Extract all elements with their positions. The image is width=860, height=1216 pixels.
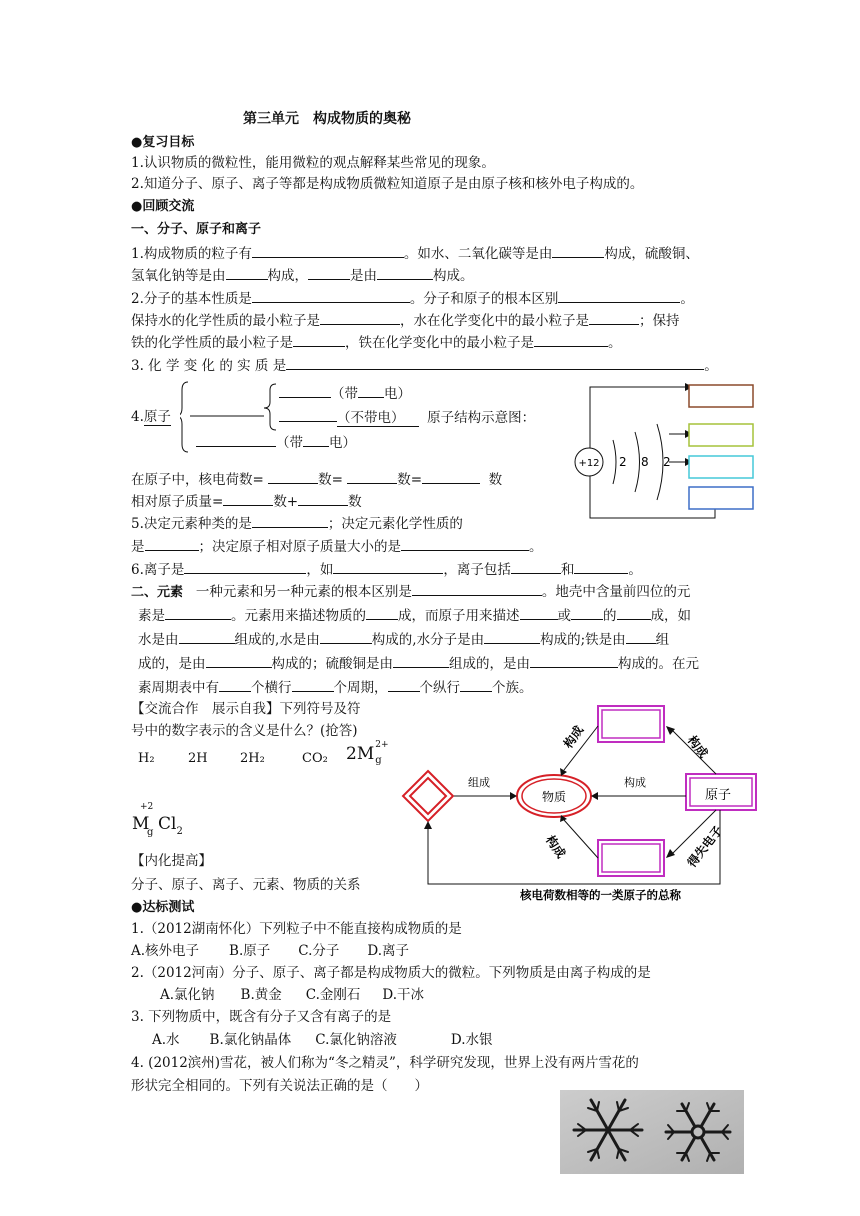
- blank[interactable]: [511, 560, 561, 574]
- test-q2-options: A.氯化钠 B.黄金 C.金刚石 D.干冰: [160, 987, 425, 1003]
- test-q3: 3. 下列物质中，既含有分子又含有离子的是: [131, 1009, 392, 1025]
- nucleus-connector: [590, 387, 685, 448]
- goal-1: 1.认识物质的微粒性，能用微粒的观点解释某些常见的现象。: [131, 155, 495, 171]
- blank[interactable]: [223, 492, 273, 506]
- q2-line-2: 保持水的化学性质的最小粒子是 ，水在化学变化中的最小粒子是 ；保持: [131, 313, 680, 329]
- answer-box-neutron[interactable]: [689, 456, 753, 478]
- arrow-head: [666, 726, 675, 735]
- shell-electrons-2: 8: [641, 455, 649, 469]
- test-q4-line-1: 4. (2012滨州)雪花，被人们称为“冬之精灵”，科学研究发现，世界上没有两片雪花的: [131, 1055, 639, 1071]
- arrow-ion: [564, 820, 598, 858]
- molecule-box[interactable]: [598, 706, 664, 742]
- blank[interactable]: [303, 433, 329, 447]
- blank[interactable]: [292, 678, 334, 692]
- blank[interactable]: [219, 678, 251, 692]
- blank[interactable]: [252, 244, 404, 258]
- arrow-footer: [428, 810, 720, 884]
- shell-electrons-1: 2: [619, 455, 627, 469]
- ion-box[interactable]: [598, 840, 664, 876]
- footer-label: 核电荷数相等的一类原子的总称: [520, 888, 681, 902]
- section-2-line-2: 素是 。元素用来描述物质的 成，而原子用来描述 或 的 成，如: [138, 608, 691, 624]
- blank[interactable]: [206, 654, 272, 668]
- arrow-head: [424, 821, 432, 829]
- label-construct-atom: 构成: [624, 776, 646, 789]
- blank[interactable]: [279, 408, 337, 422]
- goals-heading: ●复习目标: [131, 135, 195, 150]
- answer-box-electron[interactable]: [689, 487, 753, 509]
- symbol-2h2: 2H₂: [240, 751, 265, 766]
- q4-charge-line: 在原子中，核电荷数= 数= 数= 数: [131, 472, 503, 488]
- section-2-line-1: 二、元素 一种元素和另一种元素的根本区别是 。地壳中含量前四位的元: [131, 584, 691, 600]
- blank[interactable]: [422, 470, 480, 484]
- blank[interactable]: [165, 606, 231, 620]
- arrow-head: [510, 792, 517, 800]
- q4-mass-line: 相对原子质量= 数+ 数: [131, 494, 362, 510]
- section-2-line-5: 素周期表中有 个横行 个周期， 个纵行 个族。: [138, 680, 533, 696]
- blank[interactable]: [184, 560, 306, 574]
- label-construct-molecule: 构成: [560, 723, 587, 751]
- q4-electron: （带 电）: [196, 433, 356, 452]
- section-2-line-4: 成的，是由 构成的；硫酸铜是由 组成的，是由 构成的。在元: [138, 656, 699, 672]
- blank[interactable]: [530, 654, 618, 668]
- blank[interactable]: [347, 470, 397, 484]
- blank[interactable]: [333, 560, 443, 574]
- blank[interactable]: [617, 606, 651, 620]
- symbol-co2: CO₂: [302, 751, 328, 766]
- substance-label: 物质: [541, 790, 567, 804]
- section-1-heading: 一、分子、原子和离子: [131, 222, 262, 237]
- arrow-head: [591, 792, 598, 800]
- blank[interactable]: [377, 266, 433, 280]
- internal-heading: 【内化提高】: [131, 853, 212, 869]
- goal-2: 2.知道分子、原子、离子等都是构成物质微粒知道原子是由原子核和核外电子构成的。: [131, 176, 644, 192]
- shell-arc: [613, 440, 616, 484]
- blank[interactable]: [320, 630, 372, 644]
- review-heading: ●回顾交流: [131, 199, 195, 214]
- blank[interactable]: [320, 311, 400, 325]
- test-q2: 2.（2012河南）分子、原子、离子都是构成物质大的微粒。下列物质是由离子构成的是: [131, 965, 651, 981]
- q2-line-3: 铁的化学性质的最小粒子是 ，铁在化学变化中的最小粒子是 。: [131, 335, 622, 351]
- blank[interactable]: [252, 514, 328, 528]
- atom-label: 原子: [704, 788, 732, 803]
- exchange-line-2: 号中的数字表示的含义是什么？(抢答): [131, 723, 358, 739]
- test-q3-options: A.水 B.氯化钠晶体 C.氯化钠溶液 D.水银: [152, 1032, 493, 1048]
- blank[interactable]: [226, 266, 268, 280]
- blank[interactable]: [558, 289, 680, 303]
- blank[interactable]: [574, 560, 628, 574]
- symbol-h2: H₂: [138, 751, 155, 766]
- blank[interactable]: [460, 678, 492, 692]
- blank[interactable]: [279, 384, 331, 398]
- q6-line: 6.离子是 ，如 ，离子包括 和 。: [131, 562, 642, 578]
- atom-structure-diagram: [565, 376, 765, 526]
- test-q1-options: A.核外电子 B.原子 C.分子 D.离子: [131, 943, 410, 959]
- q4-proton: （带 电）: [279, 384, 411, 403]
- blank[interactable]: [589, 311, 639, 325]
- blank[interactable]: [268, 470, 318, 484]
- snowflake-photo: [560, 1090, 744, 1174]
- q2-line-1: 2.分子的基本性质是 。分子和原子的根本区别 。: [131, 291, 694, 307]
- answer-box-proton[interactable]: [689, 424, 753, 446]
- blank[interactable]: [393, 654, 449, 668]
- blank[interactable]: [366, 606, 398, 620]
- nucleus-charge: +12: [578, 458, 600, 469]
- q4-neutron: （不带电） 原子结构示意图：: [279, 408, 535, 427]
- label-compose: 组成: [468, 776, 490, 789]
- blank[interactable]: [196, 433, 276, 447]
- blank[interactable]: [286, 356, 704, 370]
- arrow-head: [666, 849, 675, 858]
- q5-line-1: 5.决定元素种类的是 ；决定元素化学性质的: [131, 516, 463, 532]
- blank[interactable]: [358, 384, 384, 398]
- blank[interactable]: [520, 606, 558, 620]
- blank[interactable]: [252, 289, 410, 303]
- exchange-line-1: 【交流合作 展示自我】下列符号及符: [131, 701, 361, 717]
- answer-box-nucleus[interactable]: [689, 385, 753, 407]
- q1-line-2: 氢氧化钠等是由 构成， 是由 构成。: [131, 268, 474, 284]
- test-q4-line-2: 形状完全相同的。下列有关说法正确的是（ ）: [131, 1078, 428, 1094]
- internal-text: 分子、原子、离子、元素、物质的关系: [131, 877, 361, 893]
- blank[interactable]: [308, 266, 350, 280]
- q3-line: 3. 化 学 变 化 的 实 质 是 。: [131, 358, 718, 374]
- label-gain-lose: 得失电子: [684, 823, 726, 870]
- q5-line-2: 是 ；决定原子相对原子质量大小的是 。: [131, 539, 543, 555]
- blank[interactable]: [179, 630, 235, 644]
- label-construct-atom-molecule: 构成: [684, 733, 711, 761]
- blank[interactable]: [552, 244, 604, 258]
- blank[interactable]: [401, 537, 529, 551]
- symbol-mg-ion: 2M 2+ g: [346, 740, 389, 766]
- blank[interactable]: [534, 333, 608, 347]
- q4-label: 4.原子: [131, 409, 171, 425]
- blank[interactable]: [388, 678, 420, 692]
- shell-arc: [635, 432, 640, 492]
- blank[interactable]: [412, 582, 542, 596]
- blank[interactable]: [571, 606, 603, 620]
- relation-diagram: [398, 698, 770, 904]
- blank[interactable]: [145, 537, 199, 551]
- blank[interactable]: [484, 630, 540, 644]
- section-2-line-3: 水是由 组成的,水是由 构成的,水分子是由 构成的;铁是由 组: [138, 632, 670, 648]
- blank[interactable]: [298, 492, 348, 506]
- test-heading: ●达标测试: [131, 900, 195, 915]
- blank[interactable]: [626, 630, 656, 644]
- shell-electrons-3: 2: [663, 455, 671, 469]
- symbol-2h: 2H: [188, 751, 208, 766]
- page-title: 第三单元 构成物质的奥秘: [243, 111, 411, 127]
- test-q1: 1.（2012湖南怀化）下列粒子中不能直接构成物质的是: [131, 921, 462, 937]
- q1-line-1: 1.构成物质的粒子有 。如水、二氧化碳等是由 构成，硫酸铜、: [131, 246, 699, 262]
- label-construct-ion: 构成: [542, 832, 569, 861]
- blank[interactable]: [293, 333, 345, 347]
